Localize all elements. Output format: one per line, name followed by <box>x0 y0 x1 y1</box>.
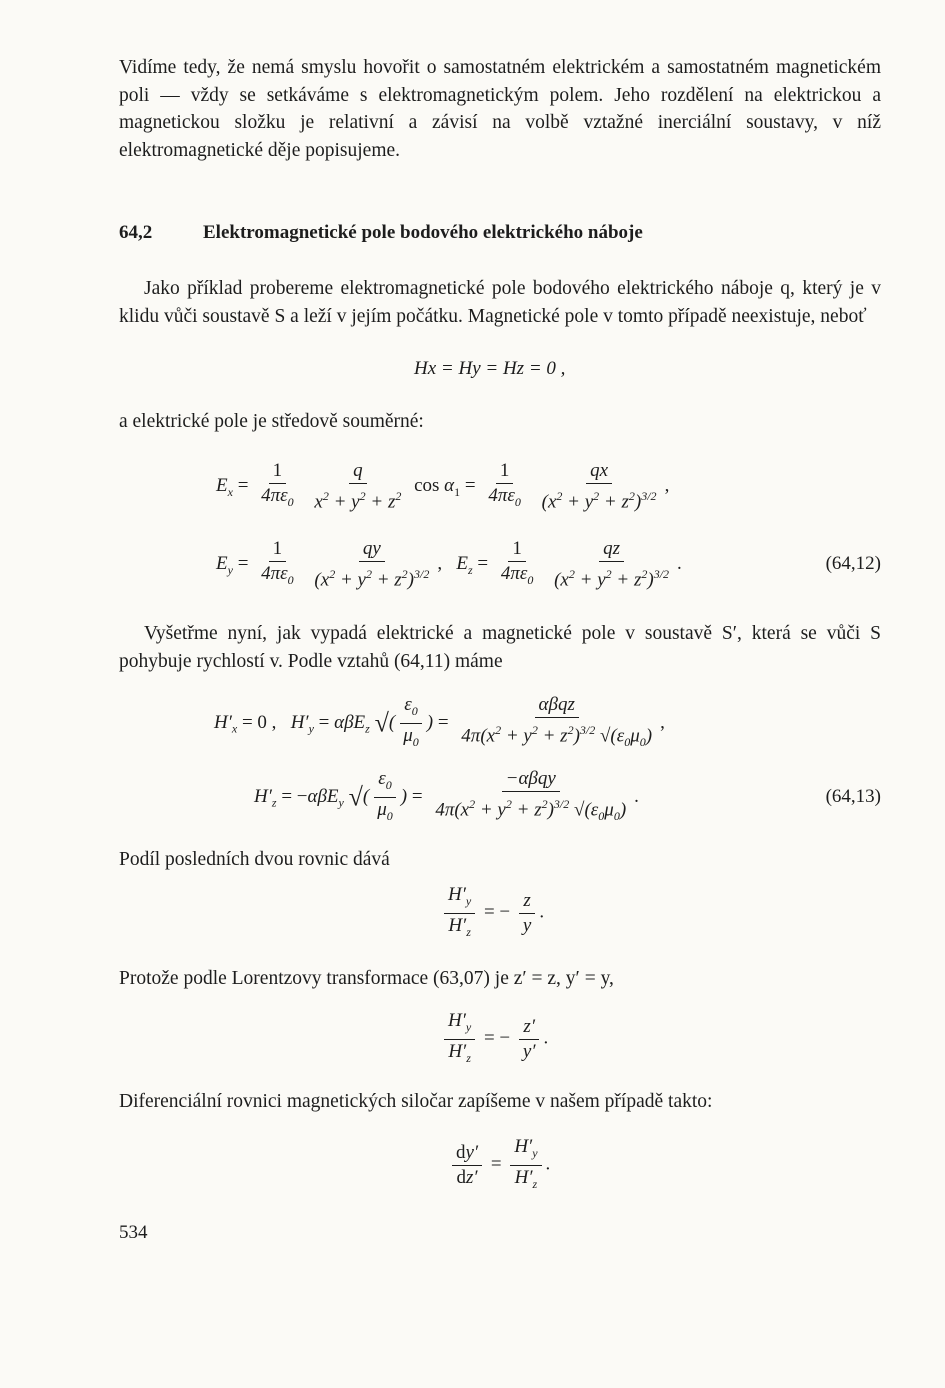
paragraph-intro: Vidíme tedy, že nemá smyslu hovořit o samostatném elektrickém a samostatném magnetickém poli — vždy se setkáváme s elektromagnetickým polem. Jeho rozdělení na elektrickou a magnetickou složku je relativní a závisí na volbě vztažné inerciální soustavy, v níž elektromagnetické děje popisujeme. <box>119 57 881 161</box>
paragraph-central-symmetry: a elektrické pole je středově souměrné: <box>119 411 424 432</box>
paragraph-moving-frame: Vyšetřme nyní, jak vypadá elektrické a magnetické pole v soustavě S′, která se vůči S pohybuje rychlostí v. Podle vztahů (64,11) máme <box>119 623 881 672</box>
equation-field-lines: $\frac{dy'}{dz'}$ = $\frac{H'_y}{H'_z}$ . <box>448 1136 550 1195</box>
equation-number-64-12: (64,12) <box>825 553 881 574</box>
paragraph-ratio: Podíl posledních dvou rovnic dává <box>119 849 390 870</box>
equation-number-64-13: (64,13) <box>825 786 881 807</box>
paragraph-example: Jako příklad probereme elektromagnetické pole bodového elektrického náboje q, který je v klidu vůči soustavě S a leží v jejím počátku. Magnetické pole v tomto případě neexistuje, neboť <box>119 278 881 327</box>
section-title: Elektromagnetické pole bodového elektrického náboje <box>203 222 643 243</box>
page-number: 534 <box>119 1222 148 1243</box>
equation-ey-ez: $E_y$ = $\frac{1}{4\pi\varepsilon_0}$ $\frac{qy}{(x^2 + y^2 + z^2)^{3/2}}$ , $E_z$ = $\frac{1}{4\pi\varepsilon_0}$ $\frac{qz}{(x^2 + y^2 + z^2)^{3/2}}$ . <box>216 538 682 591</box>
equation-ratio-primed: $\frac{H'_y}{H'_z}$ = − $\frac{z'}{y'}$ . <box>440 1010 548 1069</box>
equation-ex: $E_x$ = $\frac{1}{4\pi\varepsilon_0}$ $\frac{q}{x^2 + y^2 + z^2}$ $\cos \alpha_1$ = $\frac{1}{4\pi\varepsilon_0}$ $\frac{qx}{(x^2 + y^2 + z^2)^{3/2}}$ , <box>216 460 670 513</box>
equation-hz-prime: $H'_z = -\alpha\beta E_y$ √( $\frac{\varepsilon_0}{\mu_0}$ ) = $\frac{\text{−αβqy}}{4\pi(x^2 + y^2 + z^2)^{3/2} √(\varepsilon_0\mu_0)}$ . <box>254 768 639 824</box>
equation-hx-hy-prime: $H'_x = 0$ , $H'_y = \alpha\beta E_z$ √( $\frac{\varepsilon_0}{\mu_0}$ ) = $\frac{\text{αβqz}}{4\pi(x^2 + y^2 + z^2)^{3/2} √(\varepsilon_0\mu_0)}$ , <box>214 694 665 750</box>
section-number: 64,2 <box>119 222 153 243</box>
equation-ratio-unprimed: $\frac{H'_y}{H'_z}$ = − $\frac{z}{y}$ . <box>440 884 544 943</box>
paragraph-lorentz: Protože podle Lorentzovy transformace (63,07) je z′ = z, y′ = y, <box>119 968 614 989</box>
paragraph-field-lines: Diferenciální rovnici magnetických siločar zapíšeme v našem případě takto: <box>119 1091 713 1112</box>
equation-h-zero: Hx = Hy = Hz = 0 , <box>414 358 566 379</box>
section-heading <box>119 222 643 244</box>
